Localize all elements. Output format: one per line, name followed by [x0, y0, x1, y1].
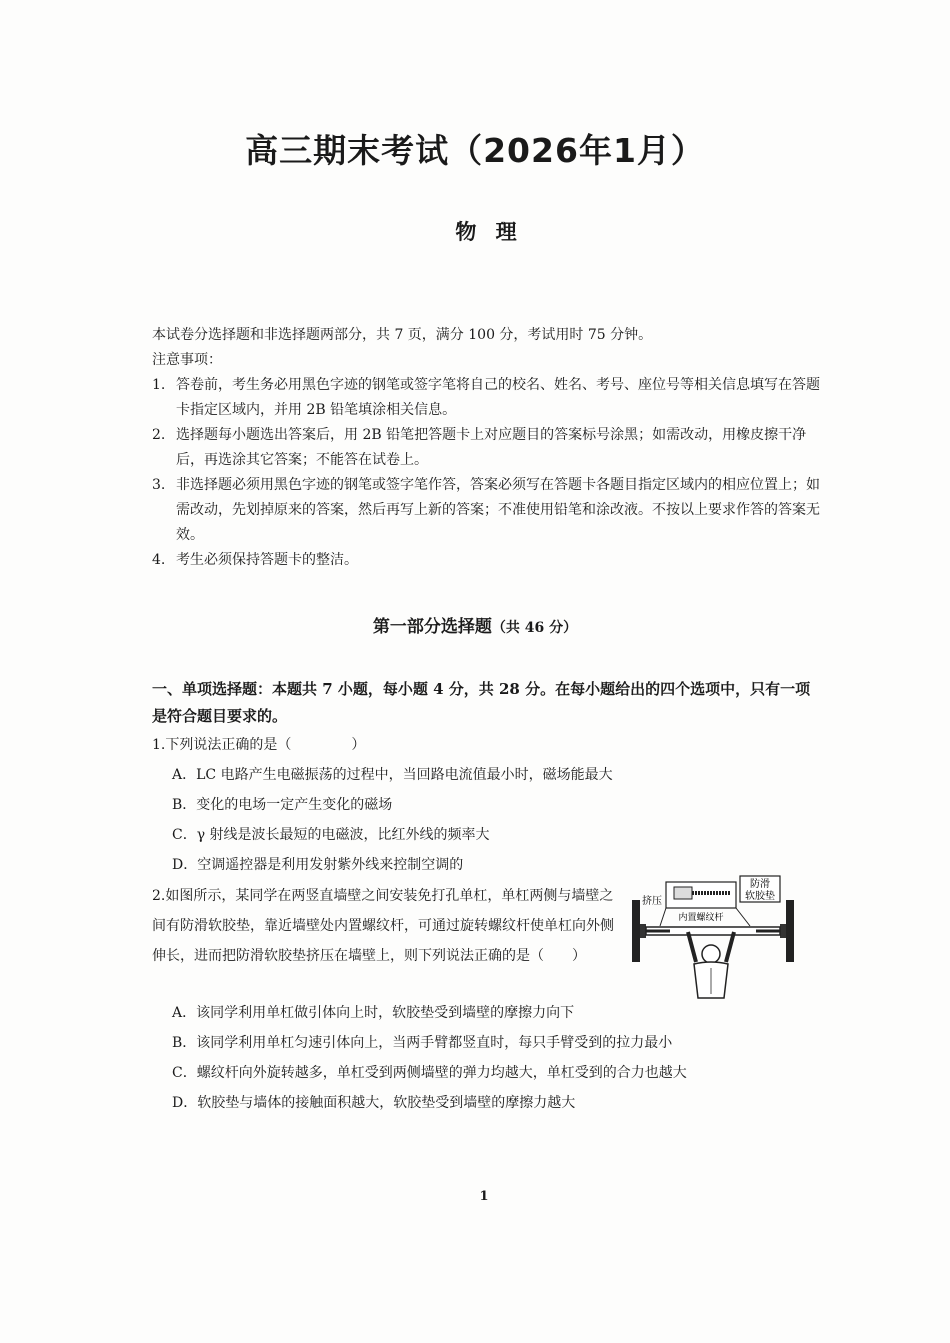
question-stem	[152, 730, 832, 760]
left-arm	[688, 932, 696, 962]
rod-label: 内置螺纹杆	[678, 913, 724, 923]
option-d: D．空调遥控器是利用发射紫外线来控制空调的	[172, 857, 464, 873]
exam-intro: 本试卷分选择题和非选择题两部分，共 7 页，满分 100 分，考试用时 75 分钟。	[152, 327, 653, 343]
question-2-options	[172, 998, 832, 1118]
inset-leader-right	[736, 908, 750, 926]
subject-title: 物 理	[455, 220, 523, 244]
question-1-stem-end: ）	[351, 737, 366, 753]
notice-number: 1.	[152, 377, 166, 393]
option-b: B．变化的电场一定产生变化的磁场	[172, 797, 393, 813]
notice-number: 3.	[152, 477, 166, 493]
head	[702, 945, 720, 963]
notice-text: 答卷前，考生务必用黑色字迹的钢笔或签字笔将自己的校名、姓名、考号、座位号等相关信息填写在答题卡指定区域内，并用 2B 铅笔填涂相关信息。	[176, 377, 820, 418]
notice-number: 2.	[152, 427, 166, 443]
notice-text: 选择题每小题选出答案后，用 2B 铅笔把答题卡上对应题目的答案标号涂黑；如需改动，用橡皮擦干净后，再选涂其它答案；不能答在试卷上。	[176, 427, 807, 468]
exam-title: 高三期末考试（2026年1月）	[245, 131, 705, 170]
part-one-label: 第一部分选择题	[372, 617, 492, 637]
notice-text: 考生必须保持答题卡的整洁。	[176, 552, 358, 568]
notice-item	[152, 473, 832, 548]
inset-nut	[674, 887, 692, 899]
pad-label-line1: 防滑	[750, 879, 770, 890]
notice-item	[152, 423, 832, 473]
question-1	[152, 730, 832, 880]
option-a: A．LC 电路产生电磁振荡的过程中，当回路电流值最小时，磁场能最大	[172, 767, 613, 783]
notice-list	[152, 373, 832, 573]
option-c: C．γ 射线是波长最短的电磁波，比红外线的频率大	[172, 827, 490, 843]
right-wall	[786, 900, 794, 962]
page-number: 1	[479, 1189, 489, 1204]
section-one-heading: 一、单项选择题：本题共 7 小题，每小题 4 分，共 28 分。在每小题给出的四个选项中，只有一项是符合题目要求的。	[152, 680, 811, 725]
left-wall	[632, 900, 640, 962]
option-d: D．软胶垫与墙体的接触面积越大，软胶垫受到墙壁的摩擦力越大	[172, 1095, 576, 1111]
option-c: C．螺纹杆向外旋转越多，单杠受到两侧墙壁的弹力均越大，单杠受到的合力也越大	[172, 1065, 687, 1081]
right-pad	[780, 924, 786, 938]
squeeze-label: 挤压	[642, 896, 662, 907]
left-pad	[640, 924, 646, 938]
notice-number: 4.	[152, 552, 166, 568]
question-1-stem: 1.下列说法正确的是（	[152, 737, 292, 753]
question-2-stem: 2.如图所示，某同学在两竖直墙壁之间安装免打孔单杠，单杠两侧与墙壁之间有防滑软胶垫，靠近墙壁处内置螺纹杆，可通过旋转螺纹杆使单杠向外侧伸长，进而把防滑软胶垫挤压在墙壁上，则下列说法正确的是（ ）	[152, 888, 614, 964]
option-b: B．该同学利用单杠匀速引体向上，当两手臂都竖直时，每只手臂受到的拉力最小	[172, 1035, 673, 1051]
part-one-score: （共 46 分）	[491, 620, 578, 636]
pad-label-line2: 软胶垫	[745, 891, 775, 902]
inset-leader-left	[660, 908, 666, 926]
notice-text: 非选择题必须用黑色字迹的钢笔或签字笔作答，答案必须写在答题卡各题目指定区域内的相应位置上；如需改动，先划掉原来的答案，然后再写上新的答案；不准使用铅笔和涂改液。不按以上要求作答的答案无效。	[176, 477, 820, 543]
notice-heading: 注意事项：	[152, 352, 222, 368]
notice-item	[152, 548, 832, 573]
notice-item	[152, 373, 832, 423]
option-a: A．该同学利用单杠做引体向上时，软胶垫受到墙壁的摩擦力向下	[172, 1005, 575, 1021]
part-one-title	[0, 612, 950, 637]
pullup-bar-figure	[630, 872, 796, 1002]
right-arm	[726, 932, 734, 962]
